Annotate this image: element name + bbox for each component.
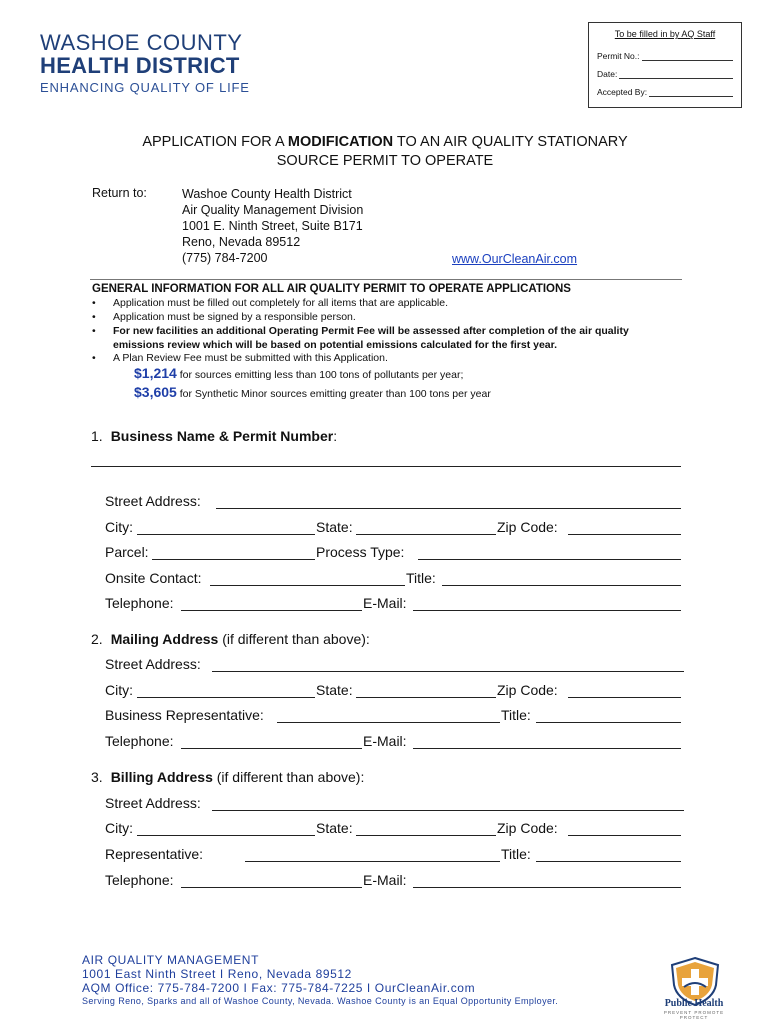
mailing-telephone-field[interactable] xyxy=(181,748,362,749)
billing-zip-label: Zip Code: xyxy=(497,820,558,836)
date-row xyxy=(597,69,733,79)
title-label: Title: xyxy=(406,570,436,586)
mailing-email-label: E-Mail: xyxy=(363,733,407,749)
website-link[interactable]: www.OurCleanAir.com xyxy=(452,252,578,266)
section-number: 2. xyxy=(91,631,103,647)
staff-use-box xyxy=(588,22,742,108)
logo-tagline: ENHANCING QUALITY OF LIFE xyxy=(40,80,250,95)
billing-street-field[interactable] xyxy=(212,810,684,811)
mailing-state-label: State: xyxy=(316,682,353,698)
section-3-heading xyxy=(91,769,364,785)
return-address xyxy=(182,186,363,266)
zip-code-field[interactable] xyxy=(568,534,681,535)
section-suffix: (if different than above): xyxy=(218,631,370,647)
footer-address: 1001 East Ninth Street I Reno, Nevada 89512 xyxy=(82,967,352,981)
return-line: Air Quality Management Division xyxy=(182,203,364,217)
mailing-state-field[interactable] xyxy=(356,697,496,698)
billing-email-field[interactable] xyxy=(413,887,681,888)
fee-amount-1: $1,214 xyxy=(134,365,177,381)
telephone-label: Telephone: xyxy=(105,595,174,611)
telephone-field[interactable] xyxy=(181,610,362,611)
public-health-logo-subtext: PREVENT PROMOTE PROTECT xyxy=(663,1010,725,1020)
section-number: 3. xyxy=(91,769,103,785)
city-label: City: xyxy=(105,519,133,535)
public-health-logo-text: Public Health xyxy=(664,998,724,1009)
section-suffix: : xyxy=(333,428,338,444)
general-info-heading: GENERAL INFORMATION FOR ALL AIR QUALITY PERMIT TO OPERATE APPLICATIONS xyxy=(92,283,571,295)
section-title: Billing Address xyxy=(110,769,213,785)
business-rep-field[interactable] xyxy=(277,722,500,723)
billing-email-label: E-Mail: xyxy=(363,872,407,888)
footer-contact: AQM Office: 775-784-7200 I Fax: 775-784-7225 I OurCleanAir.com xyxy=(82,981,476,995)
list-item: • A Plan Review Fee must be submitted with this Application. xyxy=(92,352,388,364)
email-label: E-Mail: xyxy=(363,595,407,611)
fee-line-2 xyxy=(134,384,491,402)
staff-box-title: To be filled in by AQ Staff xyxy=(614,29,716,39)
fee-text-2: for Synthetic Minor sources emitting greater than 100 tons per year xyxy=(176,388,491,400)
bullet-icon: • xyxy=(92,297,96,309)
section-suffix: (if different than above): xyxy=(212,769,365,785)
fee-amount-2: $3,605 xyxy=(134,384,177,400)
return-line: Washoe County Health District xyxy=(182,187,352,201)
section-2-heading xyxy=(91,631,370,647)
mailing-city-field[interactable] xyxy=(137,697,315,698)
mailing-telephone-label: Telephone: xyxy=(105,733,174,749)
process-type-label: Process Type: xyxy=(316,544,405,560)
bullet-icon: • xyxy=(92,352,96,364)
section-title: Business Name & Permit Number xyxy=(110,428,334,444)
representative-label: Representative: xyxy=(105,846,204,862)
title-bold: MODIFICATION xyxy=(287,134,394,150)
business-rep-label: Business Representative: xyxy=(105,707,264,723)
section-1-heading xyxy=(91,428,337,444)
return-to-label: Return to: xyxy=(92,186,147,200)
permit-no-label: Permit No.: xyxy=(597,51,640,61)
date-field[interactable] xyxy=(619,70,733,79)
zip-code-label: Zip Code: xyxy=(497,519,558,535)
state-field[interactable] xyxy=(356,534,496,535)
mailing-zip-field[interactable] xyxy=(568,697,681,698)
title-line2: SOURCE PERMIT TO OPERATE xyxy=(276,153,494,169)
list-item: • For new facilities an additional Operating Permit Fee will be assessed after completion of the air quality emissions review which will be based on potential emissions calculated for the first year. xyxy=(92,325,629,351)
mailing-street-label: Street Address: xyxy=(105,656,201,672)
billing-title-field[interactable] xyxy=(536,861,681,862)
billing-telephone-field[interactable] xyxy=(181,887,362,888)
onsite-contact-field[interactable] xyxy=(210,585,405,586)
business-name-field[interactable] xyxy=(91,466,681,467)
state-label: State: xyxy=(316,519,353,535)
mailing-street-field[interactable] xyxy=(212,671,684,672)
bullet-icon: • xyxy=(92,311,96,323)
billing-city-field[interactable] xyxy=(137,835,315,836)
divider xyxy=(90,279,682,280)
accepted-by-row xyxy=(597,87,733,97)
section-title: Mailing Address xyxy=(110,631,219,647)
section-number: 1. xyxy=(91,428,103,444)
mailing-city-label: City: xyxy=(105,682,133,698)
onsite-contact-label: Onsite Contact: xyxy=(105,570,202,586)
title-field[interactable] xyxy=(442,585,681,586)
billing-city-label: City: xyxy=(105,820,133,836)
logo-county-name: WASHOE COUNTY xyxy=(40,30,243,55)
return-line: 1001 E. Ninth Street, Suite B171 xyxy=(182,219,363,233)
mailing-email-field[interactable] xyxy=(413,748,681,749)
list-item: • Application must be filled out completely for all items that are applicable. xyxy=(92,297,449,309)
logo-district-name: HEALTH DISTRICT xyxy=(40,53,240,78)
street-address-field[interactable] xyxy=(216,508,681,509)
mailing-zip-label: Zip Code: xyxy=(497,682,558,698)
billing-title-label: Title: xyxy=(501,846,531,862)
title-post: TO AN AIR QUALITY STATIONARY xyxy=(393,134,628,150)
parcel-label: Parcel: xyxy=(105,544,149,560)
permit-no-field[interactable] xyxy=(642,52,733,61)
footer-department: AIR QUALITY MANAGEMENT xyxy=(82,953,260,967)
mailing-title-field[interactable] xyxy=(536,722,681,723)
list-item: • Application must be signed by a responsible person. xyxy=(92,311,356,323)
fee-line-1 xyxy=(134,365,463,383)
accepted-by-field[interactable] xyxy=(649,88,733,97)
footer-statement: Serving Reno, Sparks and all of Washoe County, Nevada. Washoe County is an Equal Opportunity Employer. xyxy=(82,996,559,1006)
billing-state-field[interactable] xyxy=(356,835,496,836)
billing-street-label: Street Address: xyxy=(105,795,201,811)
fee-text-1: for sources emitting less than 100 tons of pollutants per year; xyxy=(176,369,464,381)
title-pre: APPLICATION FOR A xyxy=(142,134,288,150)
city-field[interactable] xyxy=(137,534,315,535)
street-address-label: Street Address: xyxy=(105,493,201,509)
bullet-icon: • xyxy=(92,325,96,337)
email-field[interactable] xyxy=(413,610,681,611)
billing-state-label: State: xyxy=(316,820,353,836)
return-line: Reno, Nevada 89512 xyxy=(182,235,301,249)
accepted-by-label: Accepted By: xyxy=(597,87,648,97)
billing-telephone-label: Telephone: xyxy=(105,872,174,888)
representative-field[interactable] xyxy=(245,861,500,862)
date-label: Date: xyxy=(597,69,618,79)
parcel-field[interactable] xyxy=(152,559,315,560)
process-type-field[interactable] xyxy=(418,559,681,560)
billing-zip-field[interactable] xyxy=(568,835,681,836)
document-title xyxy=(0,133,770,171)
mailing-title-label: Title: xyxy=(501,707,531,723)
permit-no-row xyxy=(597,51,733,61)
return-line: (775) 784-7200 xyxy=(182,251,268,265)
